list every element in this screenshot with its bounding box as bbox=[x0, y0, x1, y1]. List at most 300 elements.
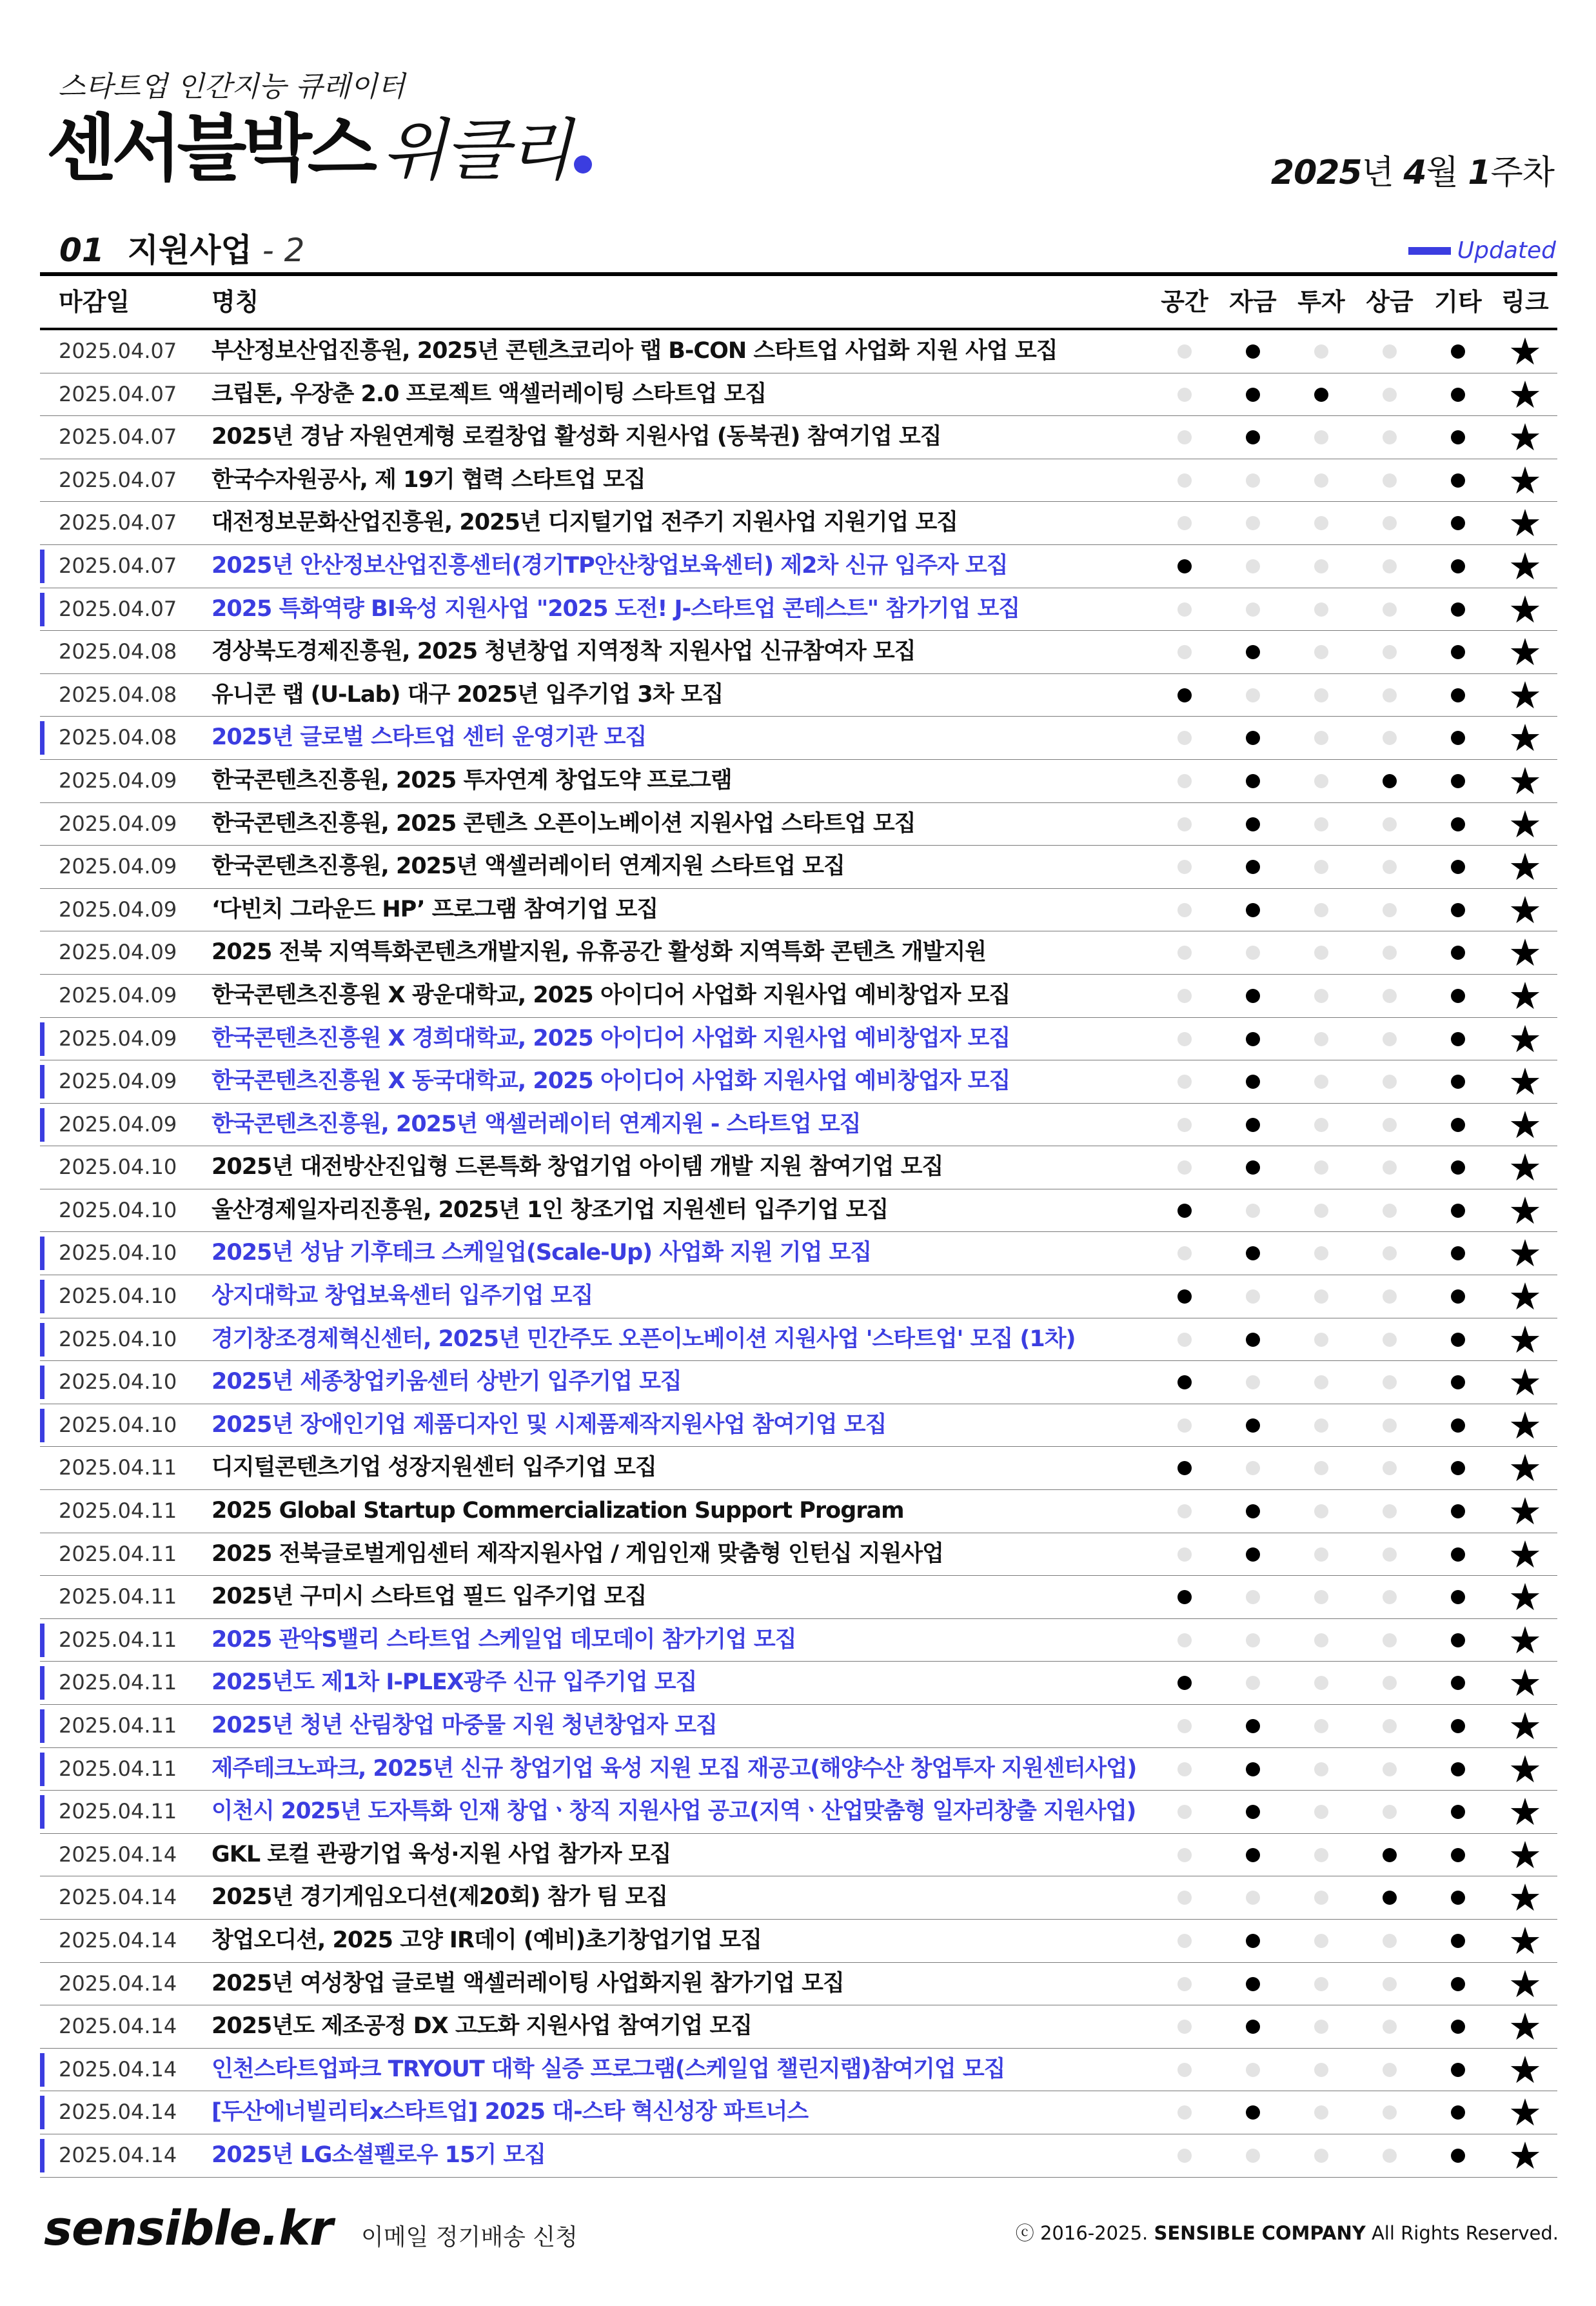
star-icon[interactable]: ★ bbox=[1508, 1575, 1542, 1620]
updated-marker bbox=[40, 1666, 44, 1700]
star-icon[interactable]: ★ bbox=[1508, 931, 1542, 975]
table-row[interactable] bbox=[40, 1834, 1557, 1877]
table-row[interactable] bbox=[40, 1104, 1557, 1147]
other-dot-icon bbox=[1451, 1461, 1465, 1475]
row-deadline: 2025.04.07 bbox=[59, 510, 177, 535]
prize-dot-icon bbox=[1383, 1075, 1397, 1089]
table-row[interactable] bbox=[40, 1275, 1557, 1318]
row-deadline: 2025.04.07 bbox=[59, 424, 177, 450]
table-row[interactable] bbox=[40, 1447, 1557, 1490]
space-dot-icon bbox=[1177, 559, 1192, 573]
funding-dot-icon bbox=[1246, 1333, 1260, 1347]
row-deadline: 2025.04.08 bbox=[59, 725, 177, 750]
row-title[interactable]: 2025 Global Startup Commercialization Support Program bbox=[212, 1498, 904, 1524]
other-dot-icon bbox=[1451, 817, 1465, 831]
row-title[interactable]: 2025년도 제1차 I-PLEX광주 신규 입주기업 모집 bbox=[212, 1669, 697, 1696]
funding-dot-icon bbox=[1246, 516, 1260, 530]
brand-name: 센서블박스 bbox=[46, 107, 373, 191]
other-dot-icon bbox=[1451, 1934, 1465, 1948]
brand-logo[interactable] bbox=[46, 107, 592, 191]
investment-dot-icon bbox=[1314, 774, 1328, 788]
table-row[interactable] bbox=[40, 2091, 1557, 2134]
space-dot-icon bbox=[1177, 388, 1192, 402]
row-title[interactable]: 2025년 구미시 스타트업 필드 입주기업 모집 bbox=[212, 1584, 647, 1610]
funding-dot-icon bbox=[1246, 1762, 1260, 1776]
star-icon[interactable]: ★ bbox=[1508, 1747, 1542, 1791]
other-dot-icon bbox=[1451, 1204, 1465, 1218]
issue-year-unit: 년 bbox=[1361, 154, 1394, 192]
star-icon[interactable]: ★ bbox=[1508, 2047, 1542, 2092]
column-name: 명칭 bbox=[212, 288, 259, 316]
investment-dot-icon bbox=[1314, 1461, 1328, 1475]
table-row[interactable] bbox=[40, 1748, 1557, 1791]
other-dot-icon bbox=[1451, 388, 1465, 402]
row-title[interactable]: 2025년 여성창업 글로벌 액셀러레이팅 사업화지원 참가기업 모집 bbox=[212, 1970, 844, 1996]
star-icon[interactable]: ★ bbox=[1508, 1231, 1542, 1276]
funding-dot-icon bbox=[1246, 645, 1260, 659]
table-row[interactable] bbox=[40, 674, 1557, 717]
table-row[interactable] bbox=[40, 803, 1557, 846]
star-icon[interactable]: ★ bbox=[1508, 458, 1542, 502]
row-title[interactable]: 제주테크노파크, 2025년 신규 창업기업 육성 지원 모집 재공고(해양수산 창업투자 지원센터사업) bbox=[212, 1755, 1137, 1782]
prize-dot-icon bbox=[1383, 1418, 1397, 1433]
row-title[interactable]: 한국콘텐츠진흥원 X 동국대학교, 2025 아이디어 사업화 지원사업 예비창업자 모집 bbox=[212, 1068, 1010, 1095]
star-icon[interactable]: ★ bbox=[1508, 1146, 1542, 1190]
row-deadline: 2025.04.07 bbox=[59, 553, 177, 578]
funding-dot-icon bbox=[1246, 1633, 1260, 1647]
star-icon[interactable]: ★ bbox=[1508, 1790, 1542, 1834]
space-dot-icon bbox=[1177, 989, 1192, 1003]
prize-dot-icon bbox=[1383, 1461, 1397, 1475]
row-title[interactable]: 크립톤, 우장춘 2.0 프로젝트 액셀러레이팅 스타트업 모집 bbox=[212, 381, 767, 407]
funding-dot-icon bbox=[1246, 559, 1260, 573]
investment-dot-icon bbox=[1314, 602, 1328, 617]
star-icon[interactable]: ★ bbox=[1508, 1532, 1542, 1576]
row-title[interactable]: ‘다빈치 그라운드 HP’ 프로그램 참여기업 모집 bbox=[212, 896, 658, 922]
funding-dot-icon bbox=[1246, 473, 1260, 488]
space-dot-icon bbox=[1177, 1075, 1192, 1089]
row-title[interactable]: [두산에너빌리티x스타트업] 2025 대-스타 혁신성장 파트너스 bbox=[212, 2099, 809, 2125]
row-deadline: 2025.04.07 bbox=[59, 596, 177, 621]
row-deadline: 2025.04.11 bbox=[59, 1541, 177, 1566]
row-title[interactable]: 2025년 경남 자원연계형 로컬창업 활성화 지원사업 (동북권) 참여기업 모집 bbox=[212, 424, 941, 450]
star-icon[interactable]: ★ bbox=[1508, 1446, 1542, 1491]
table-row[interactable] bbox=[40, 1963, 1557, 2006]
issue-date bbox=[1271, 145, 1554, 194]
other-dot-icon bbox=[1451, 1633, 1465, 1647]
star-icon[interactable]: ★ bbox=[1508, 888, 1542, 932]
column-link: 링크 bbox=[1501, 288, 1549, 316]
row-deadline: 2025.04.09 bbox=[59, 854, 177, 879]
updated-marker bbox=[40, 1709, 44, 1743]
updated-marker bbox=[40, 1022, 44, 1056]
other-dot-icon bbox=[1451, 731, 1465, 745]
table-row[interactable] bbox=[40, 1232, 1557, 1275]
investment-dot-icon bbox=[1314, 2105, 1328, 2120]
funding-dot-icon bbox=[1246, 1547, 1260, 1562]
investment-dot-icon bbox=[1314, 903, 1328, 917]
other-dot-icon bbox=[1451, 1977, 1465, 1991]
space-dot-icon bbox=[1177, 1891, 1192, 1905]
prize-dot-icon bbox=[1383, 774, 1397, 788]
footer-logo[interactable]: sensible.kr bbox=[44, 2201, 333, 2256]
star-icon[interactable]: ★ bbox=[1508, 1060, 1542, 1104]
investment-dot-icon bbox=[1314, 1032, 1328, 1046]
row-deadline: 2025.04.14 bbox=[59, 1842, 177, 1867]
row-title[interactable]: 2025년도 제조공정 DX 고도화 지원사업 참여기업 모집 bbox=[212, 2013, 752, 2040]
investment-dot-icon bbox=[1314, 516, 1328, 530]
star-icon[interactable]: ★ bbox=[1508, 1317, 1542, 1362]
updated-marker bbox=[40, 1280, 44, 1313]
investment-dot-icon bbox=[1314, 688, 1328, 702]
row-title[interactable]: 대전정보문화산업진흥원, 2025년 디지털기업 전주기 지원사업 지원기업 모집 bbox=[212, 510, 958, 536]
column-deadline: 마감일 bbox=[59, 288, 130, 316]
other-dot-icon bbox=[1451, 2105, 1465, 2120]
row-title[interactable]: 경상북도경제진흥원, 2025 청년창업 지역정착 지원사업 신규참여자 모집 bbox=[212, 639, 916, 665]
space-dot-icon bbox=[1177, 2149, 1192, 2163]
row-deadline: 2025.04.11 bbox=[59, 1799, 177, 1824]
row-deadline: 2025.04.09 bbox=[59, 1069, 177, 1094]
investment-dot-icon bbox=[1314, 1676, 1328, 1690]
table-row[interactable] bbox=[40, 631, 1557, 674]
updated-marker bbox=[40, 1753, 44, 1786]
row-title[interactable]: 이천시 2025년 도자특화 인재 창업ㆍ창직 지원사업 공고(지역ㆍ산업맞춤형 일자리창출 지원사업) bbox=[212, 1798, 1136, 1825]
investment-dot-icon bbox=[1314, 1160, 1328, 1175]
star-icon[interactable]: ★ bbox=[1508, 1188, 1542, 1233]
prize-dot-icon bbox=[1383, 1633, 1397, 1647]
prize-dot-icon bbox=[1383, 1118, 1397, 1132]
star-icon[interactable]: ★ bbox=[1508, 1876, 1542, 1920]
investment-dot-icon bbox=[1314, 1848, 1328, 1862]
row-title[interactable]: 2025 특화역량 BI육성 지원사업 "2025 도전! J-스타트업 콘테스트" 참가기업 모집 bbox=[212, 595, 1020, 622]
star-icon[interactable]: ★ bbox=[1508, 1918, 1542, 1963]
space-dot-icon bbox=[1177, 1633, 1192, 1647]
star-icon[interactable]: ★ bbox=[1508, 716, 1542, 760]
subscribe-link[interactable]: 이메일 정기배송 신청 bbox=[361, 2224, 578, 2251]
prize-dot-icon bbox=[1383, 602, 1397, 617]
investment-dot-icon bbox=[1314, 645, 1328, 659]
row-deadline: 2025.04.09 bbox=[59, 1026, 177, 1051]
investment-dot-icon bbox=[1314, 473, 1328, 488]
other-dot-icon bbox=[1451, 1547, 1465, 1562]
table-row[interactable] bbox=[40, 1705, 1557, 1748]
investment-dot-icon bbox=[1314, 344, 1328, 359]
space-dot-icon bbox=[1177, 1676, 1192, 1690]
star-icon[interactable]: ★ bbox=[1508, 372, 1542, 417]
space-dot-icon bbox=[1177, 602, 1192, 617]
table-row[interactable] bbox=[40, 545, 1557, 588]
other-dot-icon bbox=[1451, 1504, 1465, 1518]
row-deadline: 2025.04.07 bbox=[59, 381, 177, 406]
space-dot-icon bbox=[1177, 860, 1192, 874]
prize-dot-icon bbox=[1383, 2020, 1397, 2034]
table-row[interactable] bbox=[40, 717, 1557, 760]
other-dot-icon bbox=[1451, 1375, 1465, 1389]
funding-dot-icon bbox=[1246, 1118, 1260, 1132]
row-title[interactable]: 부산정보산업진흥원, 2025년 콘텐츠코리아 랩 B-CON 스타트업 사업화 지원 사업 모집 bbox=[212, 338, 1058, 364]
other-dot-icon bbox=[1451, 1075, 1465, 1089]
star-icon[interactable]: ★ bbox=[1508, 802, 1542, 846]
prize-dot-icon bbox=[1383, 1762, 1397, 1776]
issue-year: 2025 bbox=[1270, 154, 1362, 192]
row-title[interactable]: 상지대학교 창업보육센터 입주기업 모집 bbox=[212, 1283, 593, 1309]
investment-dot-icon bbox=[1314, 731, 1328, 745]
investment-dot-icon bbox=[1314, 2149, 1328, 2163]
funding-dot-icon bbox=[1246, 1676, 1260, 1690]
other-dot-icon bbox=[1451, 1032, 1465, 1046]
rights-text: All Rights Reserved. bbox=[1371, 2222, 1559, 2244]
investment-dot-icon bbox=[1314, 1118, 1328, 1132]
table-row[interactable] bbox=[40, 1662, 1557, 1705]
funding-dot-icon bbox=[1246, 1375, 1260, 1389]
updated-marker bbox=[40, 550, 44, 583]
investment-dot-icon bbox=[1314, 860, 1328, 874]
table-row[interactable] bbox=[40, 502, 1557, 545]
space-dot-icon bbox=[1177, 1461, 1192, 1475]
row-title[interactable]: 2025년 안산정보산업진흥센터(경기TP안산창업보육센터) 제2차 신규 입주자 모집 bbox=[212, 552, 1008, 579]
star-icon[interactable]: ★ bbox=[1508, 673, 1542, 717]
row-deadline: 2025.04.11 bbox=[59, 1584, 177, 1609]
space-dot-icon bbox=[1177, 1418, 1192, 1433]
column-prize: 상금 bbox=[1366, 288, 1414, 316]
investment-dot-icon bbox=[1314, 430, 1328, 444]
prize-dot-icon bbox=[1383, 516, 1397, 530]
space-dot-icon bbox=[1177, 774, 1192, 788]
other-dot-icon bbox=[1451, 1160, 1465, 1175]
table-row[interactable] bbox=[40, 1146, 1557, 1189]
star-icon[interactable]: ★ bbox=[1508, 2133, 1542, 2178]
row-title[interactable]: 2025 전북 지역특화콘텐츠개발지원, 유휴공간 활성화 지역특화 콘텐츠 개발지원 bbox=[212, 939, 987, 966]
row-title[interactable]: 2025 관악S밸리 스타트업 스케일업 데모데이 참가기업 모집 bbox=[212, 1626, 796, 1653]
space-dot-icon bbox=[1177, 1805, 1192, 1819]
table-row[interactable] bbox=[40, 588, 1557, 631]
row-deadline: 2025.04.08 bbox=[59, 682, 177, 707]
investment-dot-icon bbox=[1314, 1333, 1328, 1347]
row-deadline: 2025.04.10 bbox=[59, 1155, 177, 1180]
table-row[interactable] bbox=[40, 2005, 1557, 2049]
row-title[interactable]: 한국수자원공사, 제 19기 협력 스타트업 모집 bbox=[212, 466, 645, 493]
prize-dot-icon bbox=[1383, 1333, 1397, 1347]
row-deadline: 2025.04.14 bbox=[59, 2142, 177, 2167]
star-icon[interactable]: ★ bbox=[1508, 501, 1542, 546]
table-row[interactable] bbox=[40, 1361, 1557, 1404]
table-row[interactable] bbox=[40, 1920, 1557, 1963]
star-icon[interactable]: ★ bbox=[1508, 2091, 1542, 2135]
star-icon[interactable]: ★ bbox=[1508, 1833, 1542, 1877]
funding-dot-icon bbox=[1246, 1891, 1260, 1905]
funding-dot-icon bbox=[1246, 388, 1260, 402]
table-row[interactable] bbox=[40, 416, 1557, 459]
row-title[interactable]: 2025년 LG소셜펠로우 15기 모집 bbox=[212, 2142, 546, 2168]
star-icon[interactable]: ★ bbox=[1508, 1102, 1542, 1147]
funding-dot-icon bbox=[1246, 1805, 1260, 1819]
prize-dot-icon bbox=[1383, 430, 1397, 444]
prize-dot-icon bbox=[1383, 1590, 1397, 1604]
table-row[interactable] bbox=[40, 1318, 1557, 1362]
investment-dot-icon bbox=[1314, 1075, 1328, 1089]
table-row[interactable] bbox=[40, 1619, 1557, 1662]
investment-dot-icon bbox=[1314, 1418, 1328, 1433]
space-dot-icon bbox=[1177, 2020, 1192, 2034]
table-row[interactable] bbox=[40, 1876, 1557, 1920]
funding-dot-icon bbox=[1246, 344, 1260, 359]
other-dot-icon bbox=[1451, 1418, 1465, 1433]
star-icon[interactable]: ★ bbox=[1508, 845, 1542, 890]
prize-dot-icon bbox=[1383, 1547, 1397, 1562]
issue-month: 4 bbox=[1403, 154, 1426, 192]
prize-dot-icon bbox=[1383, 1204, 1397, 1218]
row-deadline: 2025.04.10 bbox=[59, 1326, 177, 1351]
space-dot-icon bbox=[1177, 1118, 1192, 1132]
row-title[interactable]: 한국콘텐츠진흥원, 2025 투자연계 창업도약 프로그램 bbox=[212, 767, 732, 793]
other-dot-icon bbox=[1451, 516, 1465, 530]
table-row[interactable] bbox=[40, 1490, 1557, 1533]
table-row[interactable] bbox=[40, 846, 1557, 889]
row-title[interactable]: 경기창조경제혁신센터, 2025년 민간주도 오픈이노베이션 지원사업 '스타트업' 모집 (1차) bbox=[212, 1326, 1076, 1352]
funding-dot-icon bbox=[1246, 1504, 1260, 1518]
table-row[interactable] bbox=[40, 373, 1557, 417]
investment-dot-icon bbox=[1314, 2063, 1328, 2077]
table-row[interactable] bbox=[40, 1060, 1557, 1104]
prize-dot-icon bbox=[1383, 860, 1397, 874]
row-title[interactable]: 2025년 세종창업키움센터 상반기 입주기업 모집 bbox=[212, 1369, 682, 1395]
updated-legend bbox=[1408, 237, 1556, 264]
column-other: 기타 bbox=[1434, 288, 1482, 316]
table-row[interactable] bbox=[40, 889, 1557, 932]
table-row[interactable] bbox=[40, 1189, 1557, 1233]
row-title[interactable]: 한국콘텐츠진흥원, 2025년 액셀러레이터 연계지원 스타트업 모집 bbox=[212, 853, 845, 880]
table-row[interactable] bbox=[40, 1404, 1557, 1447]
row-title[interactable]: 창업오디션, 2025 고양 IR데이 (예비)초기창업기업 모집 bbox=[212, 1927, 762, 1953]
space-dot-icon bbox=[1177, 1504, 1192, 1518]
investment-dot-icon bbox=[1314, 2020, 1328, 2034]
other-dot-icon bbox=[1451, 473, 1465, 488]
star-icon[interactable]: ★ bbox=[1508, 1017, 1542, 1061]
row-title[interactable]: 한국콘텐츠진흥원, 2025 콘텐츠 오픈이노베이션 지원사업 스타트업 모집 bbox=[212, 810, 916, 837]
space-dot-icon bbox=[1177, 645, 1192, 659]
row-title[interactable]: 유니콘 랩 (U-Lab) 대구 2025년 입주기업 3차 모집 bbox=[212, 681, 724, 708]
star-icon[interactable]: ★ bbox=[1508, 1618, 1542, 1662]
investment-dot-icon bbox=[1314, 388, 1328, 402]
table-row[interactable] bbox=[40, 2134, 1557, 2178]
table-row[interactable] bbox=[40, 459, 1557, 502]
row-deadline: 2025.04.11 bbox=[59, 1455, 177, 1480]
funding-dot-icon bbox=[1246, 1204, 1260, 1218]
funding-dot-icon bbox=[1246, 1160, 1260, 1175]
copyright-years: ⓒ 2016-2025. bbox=[1015, 2222, 1148, 2244]
row-title[interactable]: 한국콘텐츠진흥원 X 경희대학교, 2025 아이디어 사업화 지원사업 예비창업자 모집 bbox=[212, 1025, 1010, 1051]
star-icon[interactable]: ★ bbox=[1508, 1489, 1542, 1534]
row-title[interactable]: 2025년 성남 기후테크 스케일업(Scale-Up) 사업화 지원 기업 모집 bbox=[212, 1240, 872, 1266]
star-icon[interactable]: ★ bbox=[1508, 1704, 1542, 1748]
other-dot-icon bbox=[1451, 903, 1465, 917]
investment-dot-icon bbox=[1314, 1633, 1328, 1647]
prize-dot-icon bbox=[1383, 1289, 1397, 1304]
investment-dot-icon bbox=[1314, 1375, 1328, 1389]
investment-dot-icon bbox=[1314, 1719, 1328, 1733]
star-icon[interactable]: ★ bbox=[1508, 1403, 1542, 1447]
row-title[interactable]: 2025년 경기게임오디션(제20회) 참가 팀 모집 bbox=[212, 1884, 668, 1911]
space-dot-icon bbox=[1177, 2063, 1192, 2077]
row-title[interactable]: 울산경제일자리진흥원, 2025년 1인 창조기업 지원센터 입주기업 모집 bbox=[212, 1197, 889, 1223]
funding-dot-icon bbox=[1246, 946, 1260, 960]
table-row[interactable] bbox=[40, 2049, 1557, 2092]
investment-dot-icon bbox=[1314, 1762, 1328, 1776]
table-row[interactable] bbox=[40, 1576, 1557, 1619]
funding-dot-icon bbox=[1246, 1977, 1260, 1991]
copyright bbox=[1016, 2219, 1559, 2245]
updated-swatch bbox=[1408, 247, 1451, 255]
star-icon[interactable]: ★ bbox=[1508, 1962, 1542, 2006]
prize-dot-icon bbox=[1383, 1504, 1397, 1518]
row-title[interactable]: 한국콘텐츠진흥원, 2025년 액셀러레이터 연계지원 - 스타트업 모집 bbox=[212, 1111, 861, 1137]
star-icon[interactable]: ★ bbox=[1508, 1360, 1542, 1405]
table-row[interactable] bbox=[40, 931, 1557, 975]
row-deadline: 2025.04.11 bbox=[59, 1713, 177, 1738]
prize-dot-icon bbox=[1383, 645, 1397, 659]
space-dot-icon bbox=[1177, 1160, 1192, 1175]
other-dot-icon bbox=[1451, 946, 1465, 960]
space-dot-icon bbox=[1177, 1375, 1192, 1389]
table-row[interactable] bbox=[40, 760, 1557, 803]
other-dot-icon bbox=[1451, 1805, 1465, 1819]
other-dot-icon bbox=[1451, 860, 1465, 874]
row-title[interactable]: 디지털콘텐츠기업 성장지원센터 입주기업 모집 bbox=[212, 1455, 656, 1481]
row-title[interactable]: GKL 로컬 관광기업 육성·지원 사업 참가자 모집 bbox=[212, 1841, 671, 1867]
prize-dot-icon bbox=[1383, 1246, 1397, 1260]
star-icon[interactable]: ★ bbox=[1508, 587, 1542, 631]
star-icon[interactable]: ★ bbox=[1508, 630, 1542, 675]
row-deadline: 2025.04.07 bbox=[59, 339, 177, 363]
space-dot-icon bbox=[1177, 2105, 1192, 2120]
star-icon[interactable]: ★ bbox=[1508, 1661, 1542, 1705]
other-dot-icon bbox=[1451, 1848, 1465, 1862]
row-title[interactable]: 인천스타트업파크 TRYOUT 대학 실증 프로그램(스케일업 챌린지랩)참여기업 모집 bbox=[212, 2056, 1005, 2082]
row-title[interactable]: 2025년 글로벌 스타트업 센터 운영기관 모집 bbox=[212, 724, 647, 751]
row-deadline: 2025.04.09 bbox=[59, 897, 177, 922]
row-title[interactable]: 2025년 청년 산림창업 마중물 지원 청년창업자 모집 bbox=[212, 1713, 717, 1738]
funding-dot-icon bbox=[1246, 1289, 1260, 1304]
prize-dot-icon bbox=[1383, 1977, 1397, 1991]
column-funding: 자금 bbox=[1229, 288, 1277, 316]
star-icon[interactable]: ★ bbox=[1508, 415, 1542, 460]
row-deadline: 2025.04.14 bbox=[59, 2014, 177, 2039]
funding-dot-icon bbox=[1246, 430, 1260, 444]
table-row[interactable] bbox=[40, 1791, 1557, 1834]
star-icon[interactable]: ★ bbox=[1508, 973, 1542, 1018]
table-row[interactable] bbox=[40, 975, 1557, 1018]
star-icon[interactable]: ★ bbox=[1508, 330, 1542, 373]
funding-dot-icon bbox=[1246, 1590, 1260, 1604]
row-title[interactable]: 한국콘텐츠진흥원 X 광운대학교, 2025 아이디어 사업화 지원사업 예비창업자 모집 bbox=[212, 982, 1010, 1008]
table-row[interactable] bbox=[40, 330, 1557, 373]
table-row[interactable] bbox=[40, 1018, 1557, 1061]
prize-dot-icon bbox=[1383, 1032, 1397, 1046]
star-icon[interactable]: ★ bbox=[1508, 759, 1542, 803]
row-title[interactable]: 2025년 장애인기업 제품디자인 및 시제품제작지원사업 참여기업 모집 bbox=[212, 1411, 887, 1438]
row-title[interactable]: 2025년 대전방산진입형 드론특화 창업기업 아이템 개발 지원 참여기업 모집 bbox=[212, 1154, 943, 1180]
row-title[interactable]: 2025 전북글로벌게임센터 제작지원사업 / 게임인재 맞춤형 인턴십 지원사업 bbox=[212, 1540, 943, 1567]
prize-dot-icon bbox=[1383, 731, 1397, 745]
space-dot-icon bbox=[1177, 688, 1192, 702]
star-icon[interactable]: ★ bbox=[1508, 544, 1542, 588]
other-dot-icon bbox=[1451, 774, 1465, 788]
star-icon[interactable]: ★ bbox=[1508, 1275, 1542, 1319]
star-icon[interactable]: ★ bbox=[1508, 2005, 1542, 2049]
space-dot-icon bbox=[1177, 903, 1192, 917]
updated-marker bbox=[40, 2096, 44, 2129]
table-row[interactable] bbox=[40, 1533, 1557, 1576]
